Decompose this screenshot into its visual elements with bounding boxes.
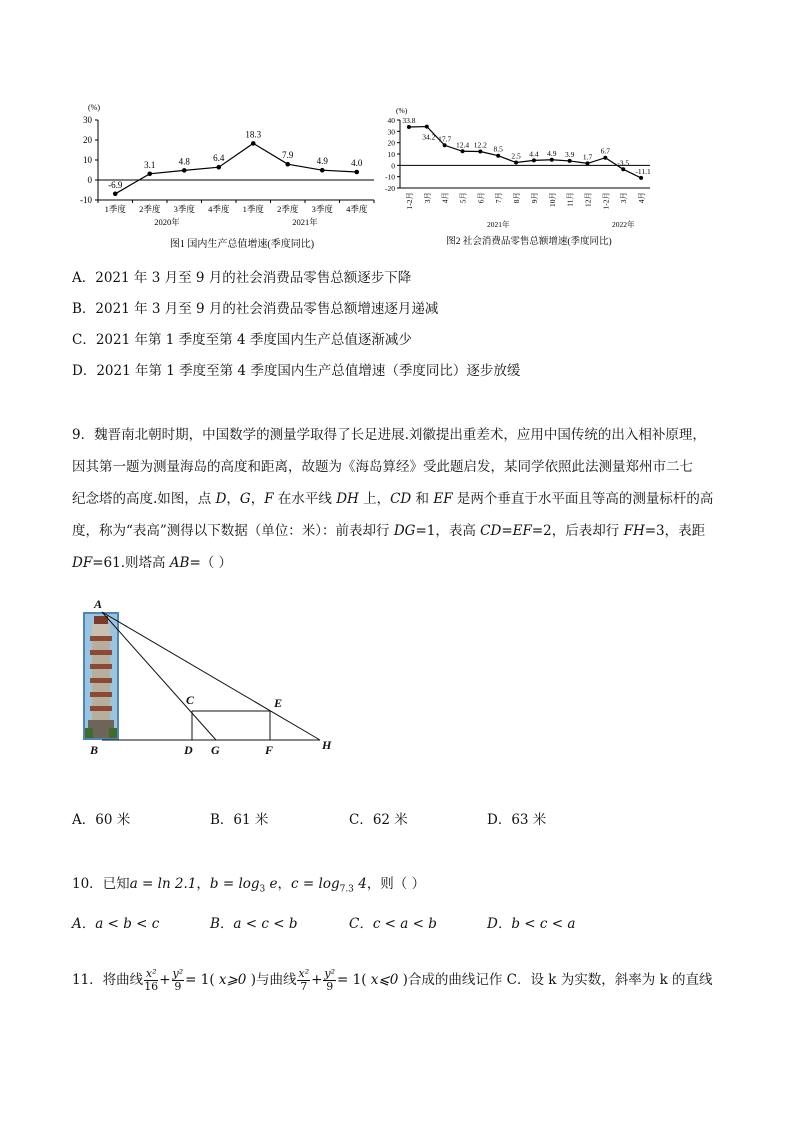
- chart2-data-label-8: 4.9: [547, 148, 557, 158]
- q11-fraction-4: $\frac{\text{y²}}{9}$: [324, 967, 336, 993]
- chart1-point-3: [216, 165, 221, 170]
- chart2-data-label-5: 8.5: [493, 144, 503, 154]
- chart1-data-label-0: -6.9: [108, 179, 123, 190]
- chart2-data-label-7: 4.4: [529, 149, 539, 159]
- q10-option-d[interactable]: D．b < c < a: [487, 916, 576, 932]
- q10-option-b[interactable]: B．a < c < b: [210, 916, 298, 932]
- q9-line-3: 纪念塔的高度.如图，点 D，G，F 在水平线 DH 上，CD 和 EF 是两个垂直于水平面且等高的测量标杆的高: [72, 491, 714, 507]
- chart1-ytick-label-0: -10: [80, 195, 92, 205]
- chart2-category-label-0: 1-2月: [404, 192, 414, 210]
- q10-option-c[interactable]: C．c < a < b: [349, 916, 437, 932]
- chart2-group-label-0: 2021年: [486, 220, 510, 229]
- label-A: A: [94, 597, 103, 611]
- chart2-category-label-6: 8月: [512, 192, 522, 204]
- chart2-point-13: [639, 176, 643, 180]
- chart1-ylabel: (%): [88, 103, 100, 112]
- chart2-point-10: [586, 161, 590, 165]
- q8-option-d[interactable]: D．2021 年第 1 季度至第 4 季度国内生产总值增速（季度同比）逐步放缓: [72, 363, 521, 379]
- chart1-point-4: [251, 141, 256, 146]
- label-G: G: [211, 743, 220, 757]
- chart2-ytick-label-4: 20: [387, 138, 395, 148]
- chart1-ytick-label-2: 10: [83, 155, 92, 165]
- chart2-ylabel: (%): [396, 106, 408, 115]
- chart2-category-label-13: 4月: [637, 192, 647, 204]
- chart2-category-label-4: 6月: [476, 192, 486, 204]
- chart2-data-label-4: 12.2: [473, 140, 487, 150]
- line-AG: [102, 612, 216, 740]
- chart2-point-3: [461, 149, 465, 153]
- chart1-data-label-2: 4.8: [178, 156, 190, 167]
- q9-option-a[interactable]: A．60 米: [72, 812, 131, 828]
- tower-image: [83, 612, 119, 740]
- chart2-data-label-11: 6.7: [600, 146, 611, 156]
- chart2-ytick-label-3: 10: [387, 150, 395, 159]
- chart2-ytick-label-1: -10: [385, 172, 395, 182]
- chart2-point-5: [496, 154, 500, 158]
- chart1-data-label-1: 3.1: [144, 159, 156, 170]
- chart2-ytick-label-5: 30: [387, 127, 395, 137]
- chart2-category-label-10: 12月: [583, 192, 593, 207]
- chart2-title: 图2 社会消费品零售总额增速(季度同比): [446, 237, 612, 247]
- chart2-data-label-2: 17.7: [438, 134, 452, 144]
- retail-sales-growth-chart: [376, 102, 666, 258]
- label-D: D: [184, 743, 193, 757]
- chart1-category-label-7: 4季度: [346, 204, 368, 214]
- chart2-ytick-label-6: 40: [387, 116, 395, 125]
- chart1-point-0: [113, 192, 118, 197]
- chart2-data-label-12: -3.5: [617, 158, 630, 168]
- label-H: H: [322, 738, 332, 752]
- chart1-data-label-4: 18.3: [245, 129, 262, 140]
- q11-fraction-1: $\frac{\text{x²}}{16}$: [144, 967, 159, 993]
- gdp-growth-chart: [60, 98, 382, 258]
- q8-option-b[interactable]: B．2021 年 3 月至 9 月的社会消费品零售总额增速逐月递减: [72, 301, 439, 317]
- q10-option-a[interactable]: A．a < b < c: [72, 916, 160, 932]
- line-AH: [102, 612, 320, 740]
- q9-option-b[interactable]: B．61 米: [210, 812, 269, 828]
- q11-stem: 11．将曲线 $\frac{\text{x²}}{16}$ + $\frac{\text{y²}}{9}$ = 1( x⩾0 )与曲线 $\frac{\text{x²}}{7}$ + $\frac{\text{y²}}{9}$ = 1( x⩽0 )合成的曲线记作 C．设 k 为实数，斜率为 k 的直线: [72, 967, 713, 993]
- q10-stem: 10．已知a = ln 2.1，$b = \log_3 e$，$c = \log_{7.3} 4$，则（ ）: [72, 876, 426, 895]
- chart1-data-label-5: 7.9: [282, 150, 294, 161]
- chart2-point-8: [550, 158, 554, 162]
- q11-fraction-2: $\frac{\text{y²}}{9}$: [172, 967, 184, 993]
- chart1-category-label-5: 2季度: [277, 204, 299, 214]
- chart2-data-label-9: 3.9: [564, 149, 575, 159]
- chart1-title: 图1 国内生产总值增速(季度同比): [169, 239, 315, 250]
- chart2-point-1: [425, 125, 429, 129]
- q8-option-c[interactable]: C．2021 年第 1 季度至第 4 季度国内生产总值逐渐减少: [72, 332, 412, 348]
- chart2-point-7: [532, 158, 536, 162]
- chart2-category-label-1: 3月: [422, 192, 432, 204]
- chart2-ytick-label-0: -20: [385, 184, 395, 193]
- chart2-point-9: [568, 159, 572, 163]
- chart2-category-label-11: 1-2月: [601, 192, 611, 210]
- chart1-category-label-2: 3季度: [173, 204, 195, 214]
- q10-b-expr: $b = \log_3 e$: [209, 876, 278, 895]
- chart2-point-4: [478, 150, 482, 154]
- q9-line-1: 9．魏晋南北朝时期，中国数学的测量学取得了长足进展.刘徽提出重差术，应用中国传统的出入相补原理，: [72, 427, 706, 443]
- chart2-point-11: [603, 156, 607, 160]
- chart2-group-label-1: 2022年: [611, 220, 635, 229]
- chart1-data-label-7: 4.0: [351, 158, 363, 168]
- chart1-point-2: [182, 168, 187, 173]
- chart1-group-label-1: 2021年: [292, 217, 318, 227]
- chart2-data-label-6: 2.5: [511, 151, 521, 161]
- label-C: C: [186, 693, 195, 707]
- q9-line-5: DF=61.则塔高 AB=（ ）: [72, 555, 233, 571]
- label-E: E: [274, 696, 283, 710]
- chart2-point-0: [407, 125, 411, 129]
- tower-survey-figure: [80, 594, 350, 759]
- chart1-point-1: [147, 172, 152, 177]
- chart2-category-label-5: 7月: [494, 192, 504, 204]
- chart2-category-label-9: 11月: [565, 192, 575, 207]
- chart2-data-label-13: -11.1: [635, 166, 651, 176]
- chart2-category-label-3: 5月: [458, 192, 468, 204]
- chart1-point-5: [285, 162, 290, 167]
- chart2-category-label-7: 9月: [529, 192, 539, 204]
- label-F: F: [265, 743, 274, 757]
- chart1-ytick-label-4: 30: [83, 115, 92, 125]
- q9-option-c[interactable]: C．62 米: [349, 812, 408, 828]
- chart1-category-label-0: 1季度: [104, 204, 126, 214]
- chart2-data-label-0: 33.8: [402, 116, 416, 126]
- chart1-group-label-0: 2020年: [154, 217, 180, 227]
- chart1-category-label-3: 4季度: [208, 204, 230, 214]
- chart2-category-label-12: 3月: [619, 192, 629, 204]
- chart2-data-label-3: 12.4: [455, 140, 470, 150]
- chart2-point-2: [443, 143, 447, 147]
- chart1-ytick-label-1: 0: [87, 175, 92, 185]
- chart1-category-label-6: 3季度: [311, 204, 333, 214]
- chart1-data-label-6: 4.9: [316, 156, 328, 167]
- q9-line-4: 度，称为“表高”测得以下数据（单位：米）：前表却行 DG=1，表高 CD=EF=2，后表却行 FH=3，表距: [72, 523, 706, 539]
- chart2-point-12: [621, 167, 625, 171]
- q10-c-expr: $c = \log_{7.3} 4$: [291, 876, 367, 895]
- chart2-category-label-8: 10月: [547, 192, 557, 207]
- label-B: B: [90, 743, 99, 757]
- chart2-category-label-2: 4月: [440, 192, 450, 204]
- chart2-data-label-10: 1.7: [582, 152, 593, 162]
- chart1-data-label-3: 6.4: [213, 153, 225, 164]
- q9-option-d[interactable]: D．63 米: [487, 812, 547, 828]
- q9-line-2: 因其第一题为测量海岛的高度和距离，故题为《海岛算经》受此题启发，某同学依照此法测量郑州市二七: [72, 459, 693, 475]
- chart2-data-label-1: 34.2: [422, 132, 436, 142]
- chart1-point-6: [320, 168, 325, 173]
- chart2-point-6: [514, 161, 518, 165]
- chart1-category-label-4: 1季度: [242, 204, 264, 214]
- q8-option-a[interactable]: A．2021 年 3 月至 9 月的社会消费品零售总额逐步下降: [72, 270, 412, 286]
- chart1-ytick-label-3: 20: [83, 135, 92, 145]
- chart2-ytick-label-2: 0: [391, 161, 395, 171]
- chart1-point-7: [354, 170, 359, 175]
- q11-fraction-3: $\frac{\text{x²}}{7}$: [298, 967, 310, 993]
- chart1-category-label-1: 2季度: [139, 204, 161, 214]
- q10-a-expr: a = ln 2.1: [129, 876, 197, 892]
